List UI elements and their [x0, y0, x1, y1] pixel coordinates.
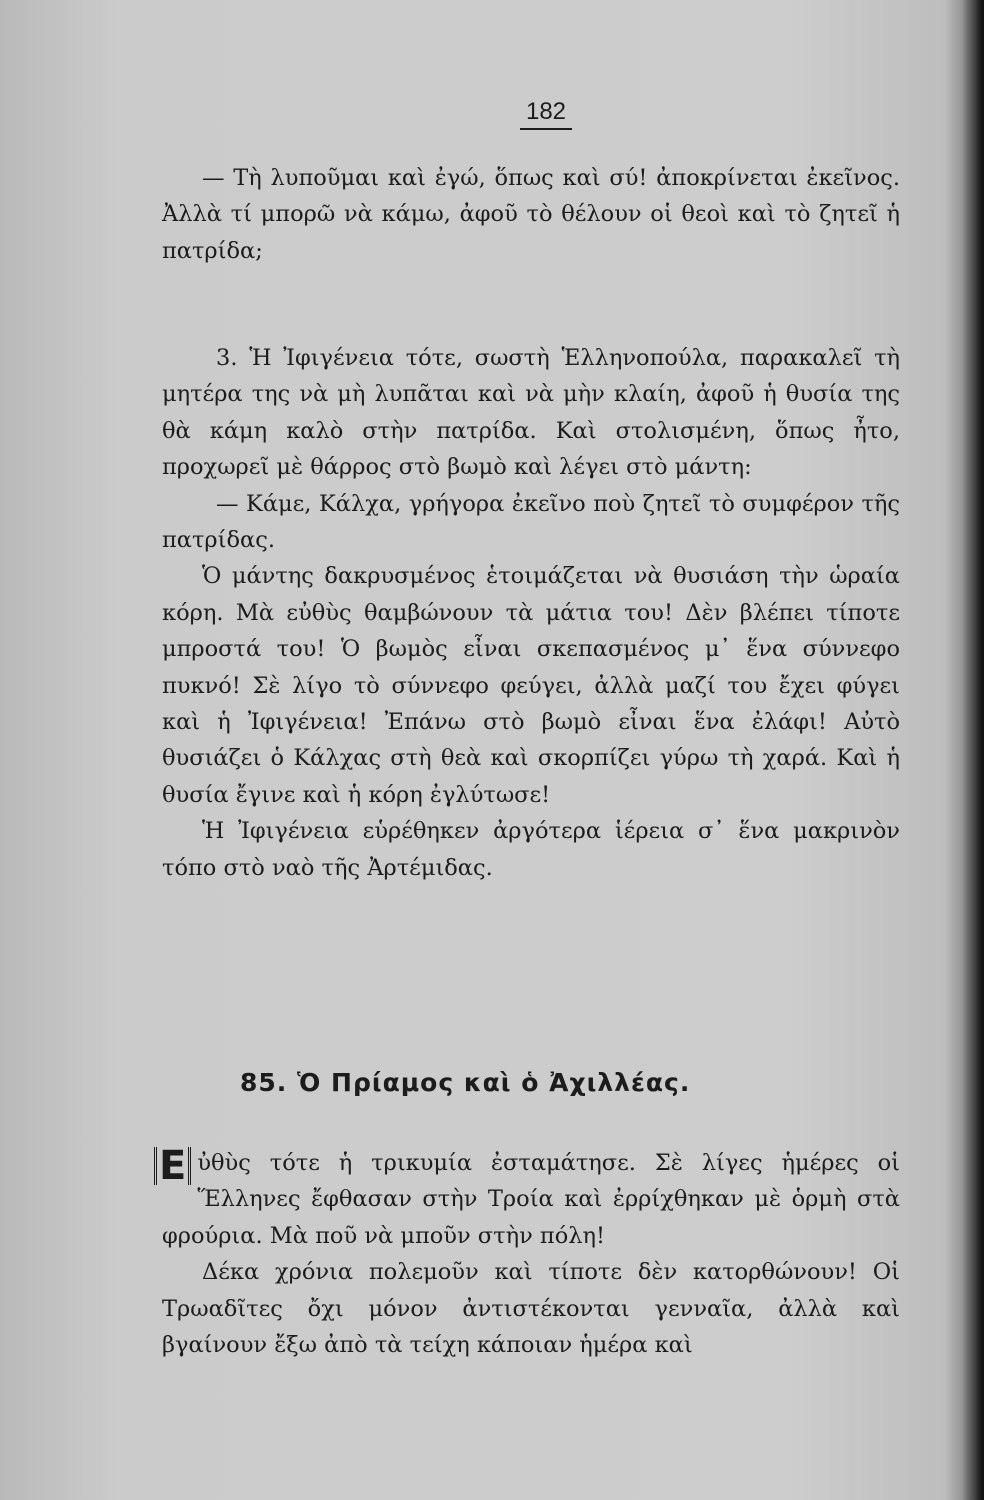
- paragraph: — Τὴ λυποῦμαι καὶ ἐγώ, ὅπως καὶ σύ! ἀποκρίνεται ἐκεῖνος. Ἀλλὰ τί μπορῶ νὰ κάμω, ἀφοῦ τὸ θέλουν οἱ θεοὶ καὶ τὸ ζητεῖ ἡ πατρίδα;: [162, 165, 900, 264]
- paragraph: 3. Ἡ Ἰφιγένεια τότε, σωστὴ Ἑλληνοπούλα, παρακαλεῖ τὴ μητέρα της νὰ μὴ λυπᾶται καὶ νὰ μὴν κλαίη, ἀφοῦ ἡ θυσία της θὰ κάμη καλὸ στὴν πατρίδα. Καὶ στολισμένη, ὅπως ἦτο, προχωρεῖ μὲ θάρρος στὸ βωμὸ καὶ λέγει στὸ μάντη:: [162, 345, 900, 481]
- paragraph: [159, 1143, 900, 1254]
- paragraph: Ἡ Ἰφιγένεια εὑρέθηκεν ἀργότερα ἱέρεια σ᾿ ἕνα μακρινὸν τόπο στὸ ναὸ τῆς Ἀρτέμιδας.: [162, 818, 900, 881]
- book-spine-shadow: [962, 0, 984, 1500]
- page-number: 182: [520, 98, 572, 130]
- section-priam-achilles: [159, 1143, 900, 1363]
- paragraph: — Κάμε, Κάλχα, γρήγορα ἐκεῖνο ποὺ ζητεῖ τὸ συμφέρον τῆς πατρίδας.: [162, 490, 900, 554]
- dialogue-block: [162, 160, 900, 269]
- paragraph: Δέκα χρόνια πολεμοῦν καὶ τίποτε δὲν κατορθώνουν! Οἱ Τρωαδῖτες ὄχι μόνον ἀντιστέκονται γενναῖα, ἀλλὰ καὶ βγαίνουν ἔξω ἀπὸ τὰ τείχη κάποιαν ἡμέρα καὶ: [162, 1259, 900, 1359]
- drop-cap: Ε: [154, 1147, 191, 1185]
- paragraph-text: ὐθὺς τότε ἡ τρικυμία ἐσταμάτησε. Σὲ λίγες ἡμέρες οἱ Ἕλληνες ἔφθασαν στὴν Τροία καὶ ἐρρίχθηκαν μὲ ὁρμὴ στὰ φρούρια. Μὰ ποῦ νὰ μποῦν στὴν πόλη!: [162, 1150, 900, 1249]
- chapter-heading: 85. Ὁ Πρίαμος καὶ ὁ Ἀχιλλέας.: [240, 1068, 691, 1097]
- section-iphigenia: [162, 340, 900, 886]
- paragraph: Ὁ μάντης δακρυσμένος ἑτοιμάζεται νὰ θυσιάση τὴν ὡραία κόρη. Μὰ εὐθὺς θαμβώνουν τὰ μάτια του! Δὲν βλέπει τίποτε μπροστά του! Ὁ βωμὸς εἶναι σκεπασμένος μ᾿ ἕνα σύννεφο πυκνό! Σὲ λίγο τὸ σύννεφο φεύγει, ἀλλὰ μαζί του ἔχει φύγει καὶ ἡ Ἰφιγένεια! Ἐπάνω στὸ βωμὸ εἶναι ἕνα ἐλάφι! Αὐτὸ θυσιάζει ὁ Κάλχας στὴ θεὰ καὶ σκορπίζει γύρω τὴ χαρά. Καὶ ἡ θυσία ἔγινε καὶ ἡ κόρη ἐγλύτωσε!: [162, 563, 900, 808]
